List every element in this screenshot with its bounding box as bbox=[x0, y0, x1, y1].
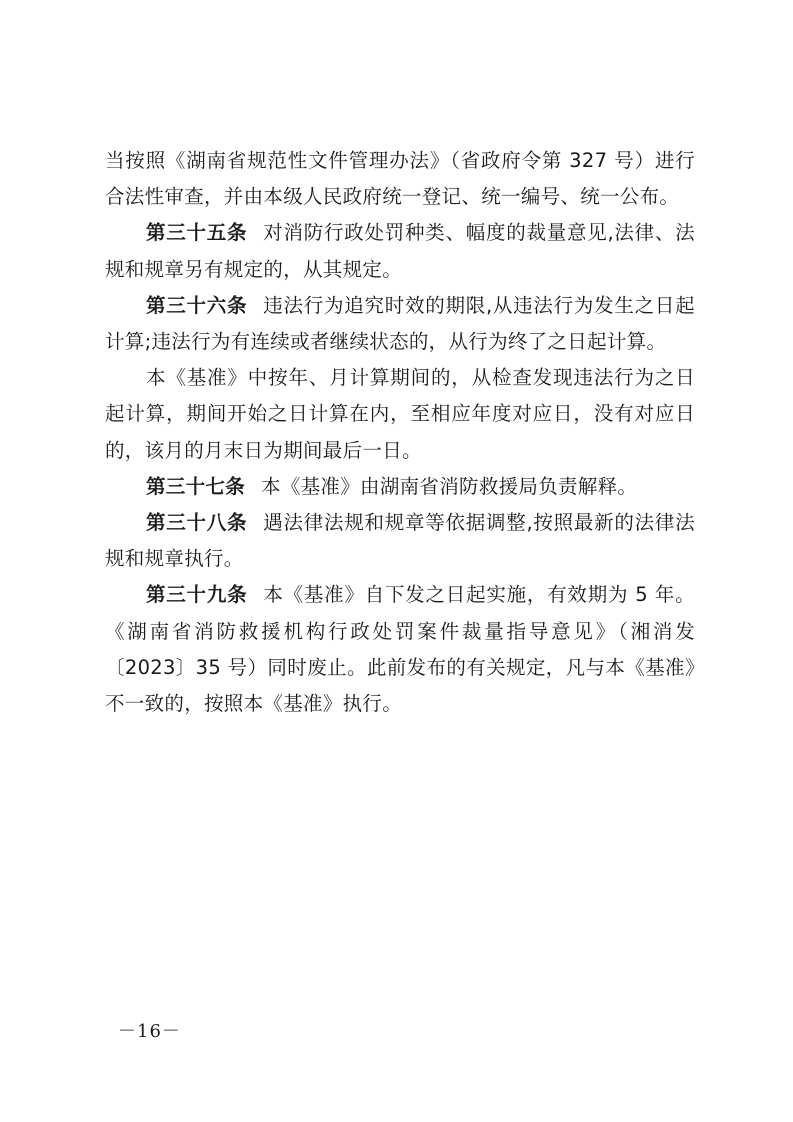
article-text: 本《基准》自下发之日起实施，有效期为 5 年。《湖南省消防救援机构行政处罚案件裁量指导意见》（湘消发〔2023〕35 号）同时废止。此前发布的有关规定，凡与本《基准》不一致的，按照本《基准》执行。 bbox=[105, 583, 695, 716]
article-36 bbox=[105, 288, 695, 360]
document-body bbox=[105, 143, 695, 722]
article-37 bbox=[105, 469, 695, 505]
article-39 bbox=[105, 577, 695, 722]
article-heading: 第三十五条 bbox=[146, 221, 248, 245]
article-text: 对消防行政处罚种类、幅度的裁量意见,法律、法规和规章另有规定的，从其规定。 bbox=[105, 221, 695, 281]
article-text: 遇法律法规和规章等依据调整,按照最新的法律法规和规章执行。 bbox=[105, 511, 695, 571]
article-38 bbox=[105, 505, 695, 577]
article-text: 本《基准》由湖南省消防救援局负责解释。 bbox=[261, 474, 638, 498]
article-heading: 第三十八条 bbox=[146, 511, 248, 535]
paragraph-text: 当按照《湖南省规范性文件管理办法》（省政府令第 327 号）进行合法性审查，并由本级人民政府统一登记、统一编号、统一公布。 bbox=[105, 149, 695, 209]
article-heading: 第三十七条 bbox=[146, 474, 246, 498]
article-heading: 第三十六条 bbox=[146, 293, 248, 317]
page-number: －16－ bbox=[118, 1021, 181, 1042]
paragraph-continuation bbox=[105, 143, 695, 215]
article-35 bbox=[105, 215, 695, 287]
article-heading: 第三十九条 bbox=[146, 583, 248, 607]
article-36-clause-2 bbox=[105, 360, 695, 469]
article-text: 违法行为追究时效的期限,从违法行为发生之日起计算;违法行为有连续或者继续状态的，从行为终了之日起计算。 bbox=[105, 293, 695, 354]
paragraph-text: 本《基准》中按年、月计算期间的，从检查发现违法行为之日起计算，期间开始之日计算在内，至相应年度对应日，没有对应日的，该月的月末日为期间最后一日。 bbox=[105, 366, 695, 462]
